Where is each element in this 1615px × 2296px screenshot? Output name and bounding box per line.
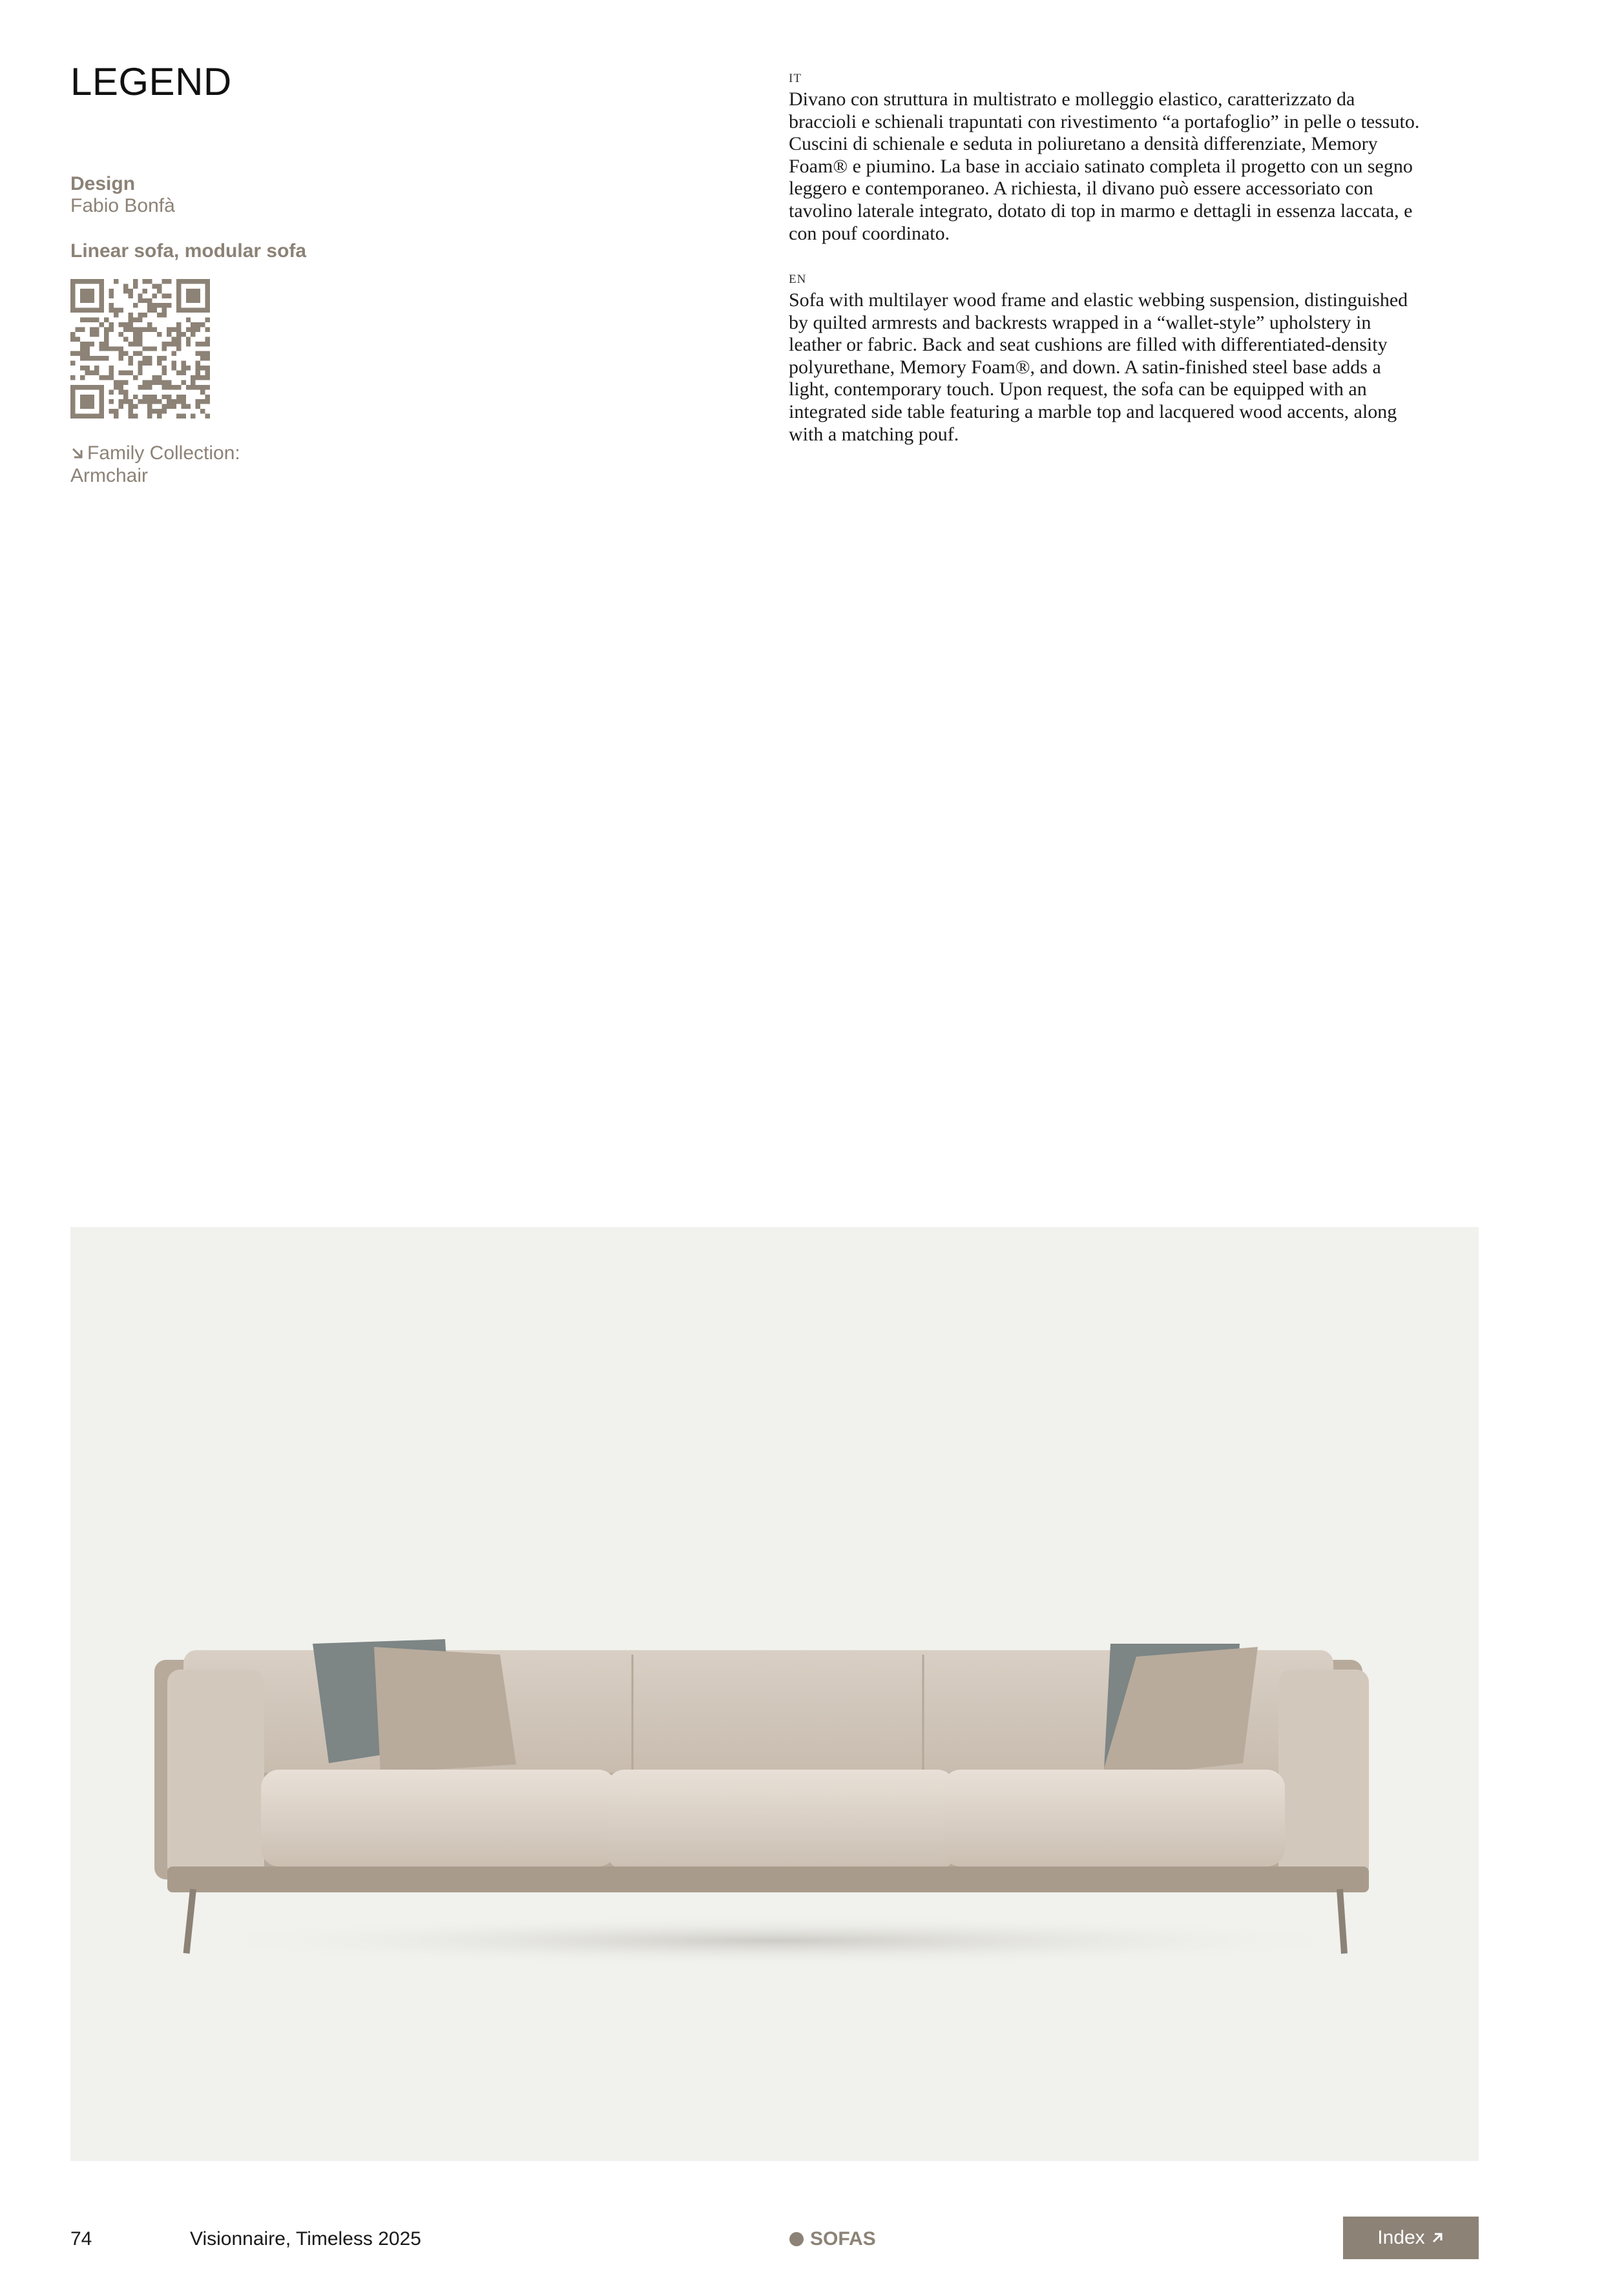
sofa-illustration [70, 1227, 1479, 2161]
index-label: Index [1377, 2227, 1425, 2248]
dot-icon [789, 2232, 804, 2246]
english-language-tag: EN [789, 273, 807, 286]
family-collection-item: Armchair [70, 465, 149, 486]
section-link[interactable] [789, 2228, 876, 2250]
text-line: light, contemporary touch. Upon request, the sofa can be equipped with an [789, 378, 1367, 400]
page-number: 74 [70, 2228, 92, 2249]
text-line: Foam® e piumino. La base in acciaio satinato completa il progetto con un segno [789, 155, 1413, 177]
design-label: Design [70, 173, 136, 194]
text-line: con pouf coordinato. [789, 222, 950, 244]
text-line: integrated side table featuring a marble top and lacquered wood accents, along [789, 400, 1397, 422]
family-collection-label: Family Collection: [87, 442, 240, 464]
qr-code-icon[interactable] [70, 279, 210, 419]
text-line: by quilted armrests and backrests wrapped in a “wallet-style” upholstery in [789, 311, 1371, 333]
text-line: tavolino laterale integrato, dotato di top in marmo e dettagli in essenza laccata, e [789, 200, 1413, 222]
text-line: polyurethane, Memory Foam®, and down. A satin-finished steel base adds a [789, 356, 1381, 378]
english-description [789, 289, 1564, 446]
text-line: with a matching pouf. [789, 423, 959, 445]
section-label: SOFAS [810, 2228, 876, 2249]
page-title: LEGEND [70, 60, 232, 103]
text-line: Divano con struttura in multistrato e molleggio elastico, caratterizzato da [789, 88, 1355, 110]
arrow-down-right-icon [70, 446, 85, 460]
text-line: leather or fabric. Back and seat cushions are filled with differentiated-density [789, 334, 1388, 356]
text-line: Cuscini di schienale e seduta in poliuretano a densità differenziate, Memory [789, 133, 1378, 155]
designer-name: Fabio Bonfà [70, 195, 175, 216]
product-type: Linear sofa, modular sofa [70, 240, 307, 262]
publication-title: Visionnaire, Timeless 2025 [190, 2228, 421, 2249]
text-line: leggero e contemporaneo. A richiesta, il divano può essere accessoriato con [789, 178, 1373, 200]
product-photo [70, 1227, 1479, 2161]
text-line: Sofa with multilayer wood frame and elastic webbing suspension, distinguished [789, 289, 1408, 311]
index-button[interactable] [1343, 2217, 1479, 2259]
text-line: braccioli e schienali trapuntati con rivestimento “a portafoglio” in pelle o tessuto. [789, 110, 1420, 132]
italian-description [789, 88, 1564, 245]
family-collection-link[interactable] [70, 442, 240, 487]
arrow-up-right-icon [1430, 2231, 1444, 2245]
italian-language-tag: IT [789, 72, 802, 85]
